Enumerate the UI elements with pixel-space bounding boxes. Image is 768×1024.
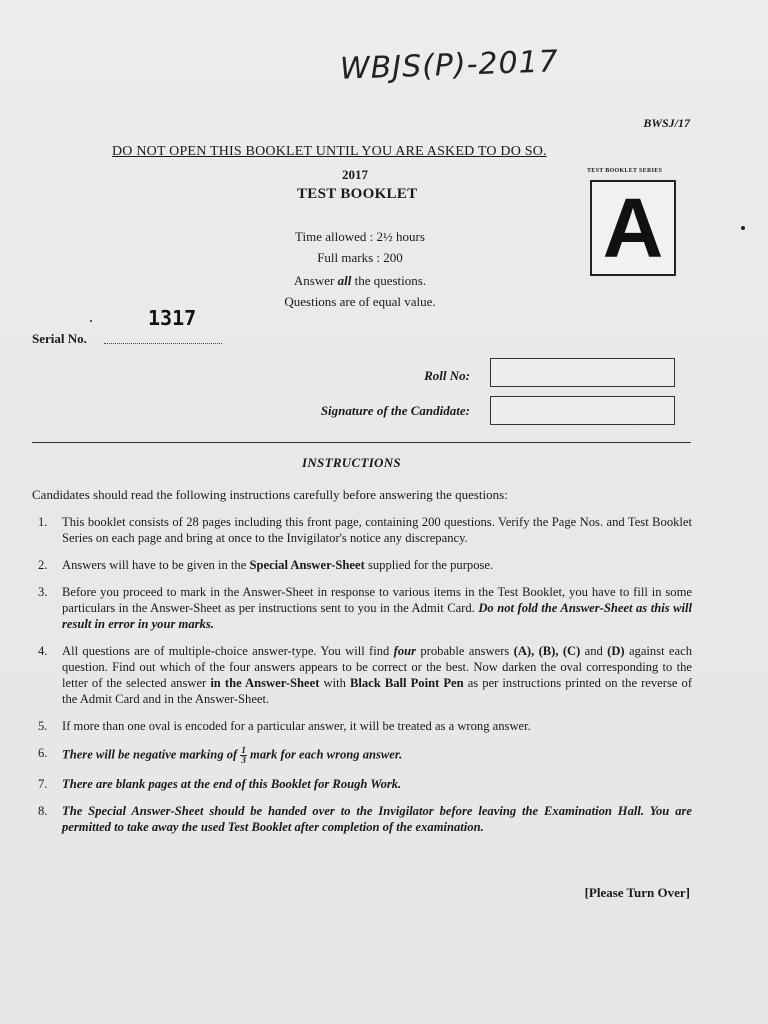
scan-speck	[90, 320, 92, 322]
list-item: 1. This booklet consists of 28 pages including this front page, containing 200 questions. Verify the Page Nos. and Test Booklet Series on each page and bring at once to the Invigilator's notice any discrepancy.	[38, 515, 692, 545]
do-not-open-warning: DO NOT OPEN THIS BOOKLET UNTIL YOU ARE ASKED TO DO SO.	[112, 144, 547, 159]
handwritten-note: WBJS(P)-2017	[339, 44, 560, 87]
equal-value: Questions are of equal value.	[284, 294, 436, 309]
serial-label: Serial No.	[32, 331, 87, 346]
series-label: TEST BOOKLET SERIES	[587, 168, 663, 174]
list-item: 4. All questions are of multiple-choice answer-type. You will find four probable answers (A), (B), (C) and (D) against each question. Find out which of the four answers appears to be correct or the best. Now darken the oval corresponding to the letter of the selected answer in the Answer-Sheet with Black Ball Point Pen as per instructions printed on the reverse of the Admit Card and in the Answer-Sheet.	[38, 644, 693, 706]
time-allowed: Time allowed : 2½ hours	[295, 229, 425, 244]
list-item: 8. The Special Answer-Sheet should be handed over to the Invigilator before leaving the Examination Hall. You are permitted to take away the used Test Booklet after completion of the examination.	[38, 804, 692, 834]
scan-speck	[741, 226, 745, 230]
instructions-heading: INSTRUCTIONS	[302, 455, 401, 470]
please-turn-over: [Please Turn Over]	[584, 885, 690, 900]
exam-year: 2017	[342, 167, 368, 182]
series-box	[590, 180, 676, 276]
roll-no-box[interactable]	[490, 358, 675, 387]
list-item: 3. Before you proceed to mark in the Answer-Sheet in response to various items in the Test Booklet, you have to fill in some particulars in the Answer-Sheet as per instructions sent to you in the Admit Card. Do not fold the Answer-Sheet as this will result in error in your marks.	[38, 585, 692, 631]
list-item: 6. There will be negative marking of $\frac{1}{3}$ mark for each wrong answer.	[38, 745, 403, 766]
signature-label: Signature of the Candidate:	[320, 403, 470, 418]
roll-no-label: Roll No:	[424, 368, 470, 383]
list-item: 5. If more than one oval is encoded for a particular answer, it will be treated as a wrong answer.	[38, 718, 531, 733]
page-title: TEST BOOKLET	[297, 186, 418, 202]
answer-all: Answer all the questions.	[293, 273, 427, 288]
series-letter: A	[602, 181, 664, 275]
full-marks: Full marks : 200	[317, 250, 403, 265]
divider	[32, 442, 691, 443]
instructions-list	[38, 515, 692, 847]
instructions-intro: Candidates should read the following instructions carefully before answering the questions:	[32, 487, 508, 502]
serial-number: 1317	[148, 306, 197, 330]
list-item: 2. Answers will have to be given in the Special Answer-Sheet supplied for the purpose.	[38, 558, 494, 573]
fraction: $\frac{1}{3}$	[241, 745, 246, 766]
signature-box[interactable]	[490, 396, 675, 425]
list-item: 7. There are blank pages at the end of this Booklet for Rough Work.	[38, 776, 402, 791]
serial-dotted-line	[104, 333, 222, 344]
booklet-code: BWSJ/17	[643, 116, 690, 130]
